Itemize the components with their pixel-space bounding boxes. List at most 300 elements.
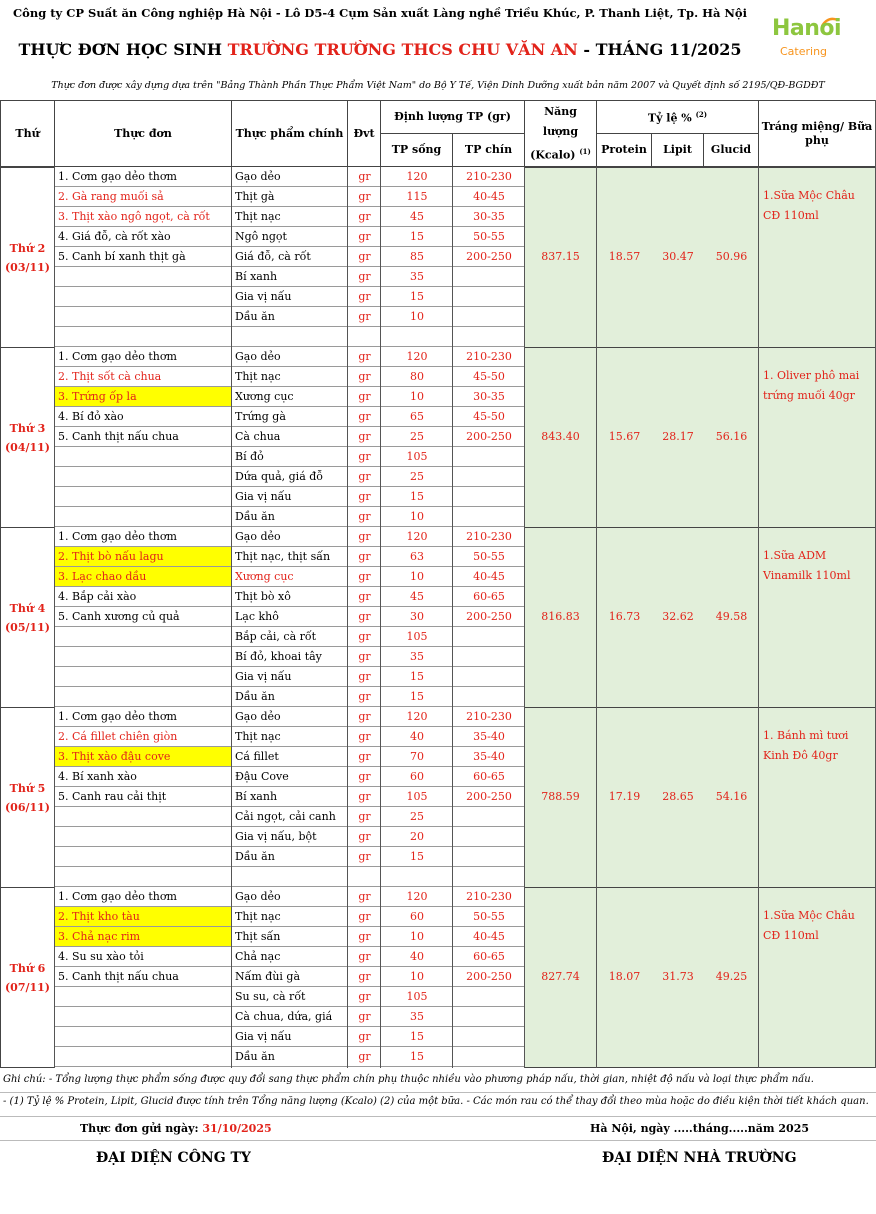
unit: gr [348,627,381,647]
ingredient: Dầu ăn [232,847,348,867]
raw-quantity: 30 [381,607,453,627]
menu-basis: Thực đơn được xây dựng dựa trên "Bảng Thành Phần Thực Phẩm Việt Nam" do Bộ Y Tế, Viện Dinh Dưỡng xuất bản năm 2007 và Quyết định số 2195/QĐ-BGDĐT [51,80,825,91]
menu-dish: 5. Canh thịt nấu chua [55,427,232,447]
menu-dish: 4. Bí xanh xào [55,767,232,787]
unit: gr [348,947,381,967]
col-header-ingredient: Thực phẩm chính [231,100,348,167]
menu-dish: 1. Cơm gạo dẻo thơm [55,707,232,727]
cooked-quantity [453,327,525,347]
cooked-quantity [453,267,525,287]
raw-quantity: 25 [381,427,453,447]
column-divider [347,167,348,1068]
col-header-lipit: Lipit [651,133,704,167]
sent-date: 31/10/2025 [202,1122,272,1135]
protein-value: 16.73 [608,610,641,623]
day-cell [0,167,55,348]
ingredient: Gạo dẻo [232,347,348,367]
ingredient: Dầu ăn [232,507,348,527]
menu-dish: 3. Thịt xào ngô ngọt, cà rốt [55,207,232,227]
unit: gr [348,1027,381,1047]
raw-quantity: 10 [381,507,453,527]
unit: gr [348,587,381,607]
raw-quantity: 120 [381,887,453,907]
cooked-quantity: 200-250 [453,427,525,447]
cooked-quantity: 45-50 [453,367,525,387]
menu-dish: 5. Canh bí xanh thịt gà [55,247,232,267]
unit: gr [348,367,381,387]
raw-quantity: 105 [381,987,453,1007]
raw-quantity: 120 [381,527,453,547]
col-header-ratio [596,100,759,134]
ingredient: Cải ngọt, cải canh [232,807,348,827]
ingredient: Trứng gà [232,407,348,427]
sent-label: Thực đơn gửi ngày: [80,1122,199,1135]
energy-value: 827.74 [541,970,580,983]
column-divider [380,167,381,1068]
day-date: (07/11) [4,980,51,994]
col-header-menu: Thực đơn [54,100,232,167]
col-header-cooked: TP chín [452,133,525,167]
ingredient: Dầu ăn [232,687,348,707]
ingredient: Thịt nạc [232,727,348,747]
unit: gr [348,687,381,707]
ingredient: Xương cục [232,387,348,407]
raw-quantity: 15 [381,847,453,867]
column-divider [596,167,597,1068]
day-date: (06/11) [4,800,51,814]
energy-value: 816.83 [541,610,580,623]
unit: gr [348,767,381,787]
unit: gr [348,967,381,987]
raw-quantity: 35 [381,647,453,667]
glucid-value: 54.16 [715,790,748,803]
cooked-quantity [453,687,525,707]
protein-value: 15.67 [608,430,641,443]
ingredient: Gia vị nấu [232,667,348,687]
raw-quantity: 35 [381,1007,453,1027]
cooked-quantity: 200-250 [453,967,525,987]
col-header-quantity: Định lượng TP (gr) [380,100,525,134]
unit [348,867,381,887]
raw-quantity: 10 [381,927,453,947]
day-name: Thứ 3 [9,421,46,435]
glucid-value: 56.16 [715,430,748,443]
menu-dish: 1. Cơm gạo dẻo thơm [55,167,232,187]
raw-quantity: 120 [381,707,453,727]
cooked-quantity: 210-230 [453,347,525,367]
lipit-value: 28.17 [662,430,694,443]
cooked-quantity [453,447,525,467]
cooked-quantity: 30-35 [453,387,525,407]
unit: gr [348,447,381,467]
protein-value: 18.07 [608,970,641,983]
rule-3 [0,1140,876,1141]
ingredient: Gia vị nấu, bột [232,827,348,847]
raw-quantity: 15 [381,1027,453,1047]
lipit-value: 30.47 [662,250,694,263]
ingredient: Thịt gà [232,187,348,207]
unit: gr [348,567,381,587]
raw-quantity: 15 [381,1047,453,1067]
cooked-quantity: 30-35 [453,207,525,227]
col-header-unit: Đvt [347,100,381,167]
ingredient: Thịt sấn [232,927,348,947]
ingredient: Bắp cải, cà rốt [232,627,348,647]
logo-sub: Catering [780,45,828,58]
raw-quantity: 105 [381,447,453,467]
unit: gr [348,787,381,807]
unit: gr [348,527,381,547]
raw-quantity: 120 [381,167,453,187]
logo-word: Hanoi [772,16,842,41]
page-title [0,38,760,62]
raw-quantity: 15 [381,687,453,707]
unit: gr [348,547,381,567]
unit: gr [348,807,381,827]
raw-quantity: 10 [381,307,453,327]
ingredient: Cà chua [232,427,348,447]
raw-quantity: 10 [381,967,453,987]
menu-dish: 5. Canh thịt nấu chua [55,967,232,987]
raw-quantity: 60 [381,907,453,927]
raw-quantity: 105 [381,787,453,807]
ingredient: Thịt nạc [232,207,348,227]
ingredient: Gạo dẻo [232,527,348,547]
column-divider [651,167,652,1068]
menu-dish: 1. Cơm gạo dẻo thơm [55,527,232,547]
raw-quantity: 25 [381,807,453,827]
raw-quantity: 15 [381,227,453,247]
day-cell [0,887,55,1068]
cooked-quantity: 40-45 [453,567,525,587]
raw-quantity: 20 [381,827,453,847]
day-name: Thứ 2 [9,241,46,255]
title-school: TRƯỜNG TRƯỜNG THCS CHU VĂN AN [227,40,578,59]
cooked-quantity: 40-45 [453,927,525,947]
unit: gr [348,647,381,667]
glucid-value: 49.58 [715,610,748,623]
raw-quantity: 45 [381,207,453,227]
cooked-quantity: 210-230 [453,887,525,907]
raw-quantity: 60 [381,767,453,787]
note-1: Ghi chú: - Tổng lượng thực phẩm sống được quy đổi sang thực phẩm chín phụ thuộc nhiều vào phương pháp nấu, thời gian, nhiệt độ nấu và loại thực phẩm nấu. [3,1074,814,1085]
company-rep: ĐẠI DIỆN CÔNG TY [96,1150,251,1166]
unit: gr [348,427,381,447]
cooked-quantity: 200-250 [453,787,525,807]
unit: gr [348,907,381,927]
unit [348,327,381,347]
raw-quantity: 40 [381,947,453,967]
cooked-quantity [453,667,525,687]
ingredient: Gạo dẻo [232,167,348,187]
company-line: Công ty CP Suất ăn Công nghiệp Hà Nội - Lô D5-4 Cụm Sản xuất Làng nghề Triều Khúc, P. Thanh Liệt, Tp. Hà Nội [13,6,747,20]
menu-dish: 1. Cơm gạo dẻo thơm [55,887,232,907]
cooked-quantity: 60-65 [453,767,525,787]
menu-dish: 3. Chả nạc rim [55,927,232,947]
raw-quantity: 115 [381,187,453,207]
day-name: Thứ 4 [9,601,46,615]
ingredient: Cà chua, dứa, giá [232,1007,348,1027]
unit: gr [348,227,381,247]
ingredient [232,867,348,887]
day-name: Thứ 6 [9,961,46,975]
ingredient: Gia vị nấu [232,1027,348,1047]
lipit-value: 31.73 [662,970,694,983]
unit: gr [348,727,381,747]
ingredient: Su su, cà rốt [232,987,348,1007]
raw-quantity: 15 [381,487,453,507]
ingredient: Lạc khô [232,607,348,627]
menu-dish: 1. Cơm gạo dẻo thơm [55,347,232,367]
cooked-quantity [453,1007,525,1027]
menu-dish: 4. Giá đỗ, cà rốt xào [55,227,232,247]
day-date: (05/11) [4,620,51,634]
unit: gr [348,247,381,267]
ingredient: Bí đỏ, khoai tây [232,647,348,667]
menu-dish [55,447,232,467]
cooked-quantity [453,1027,525,1047]
dessert: 1.Sữa Mộc Châu CĐ 110ml [763,189,855,222]
ingredient: Đậu Cove [232,767,348,787]
unit: gr [348,927,381,947]
menu-dish: 3. Trứng ốp la [55,387,232,407]
unit: gr [348,887,381,907]
menu-dish [55,1027,232,1047]
glucid-value: 49.25 [715,970,748,983]
menu-dish: 5. Canh rau cải thịt [55,787,232,807]
ingredient: Bí xanh [232,787,348,807]
raw-quantity: 120 [381,347,453,367]
cooked-quantity: 200-250 [453,607,525,627]
lipit-value: 32.62 [662,610,694,623]
menu-dish [55,307,232,327]
menu-dish [55,467,232,487]
menu-dish: 2. Thịt bò nấu lagu [55,547,232,567]
ingredient: Gia vị nấu [232,287,348,307]
ingredient: Thịt nạc, thịt sấn [232,547,348,567]
glucid-value: 50.96 [715,250,748,263]
unit: gr [348,847,381,867]
cooked-quantity [453,847,525,867]
ingredient: Bí đỏ [232,447,348,467]
menu-dish [55,507,232,527]
menu-dish [55,287,232,307]
cooked-quantity [453,507,525,527]
day-cell [0,347,55,528]
cooked-quantity: 60-65 [453,947,525,967]
unit: gr [348,747,381,767]
cooked-quantity [453,1047,525,1067]
ingredient: Chả nạc [232,947,348,967]
menu-dish [55,827,232,847]
raw-quantity [381,867,453,887]
unit: gr [348,987,381,1007]
raw-quantity: 105 [381,627,453,647]
ingredient: Ngô ngọt [232,227,348,247]
unit: gr [348,267,381,287]
menu-dish [55,867,232,887]
dessert: 1. Bánh mì tươi Kinh Đô 40gr [763,729,849,762]
menu-dish [55,487,232,507]
raw-quantity: 63 [381,547,453,567]
energy-value: 843.40 [541,430,580,443]
col-header-day: Thứ [0,100,55,167]
ingredient [232,327,348,347]
ratio-header-label: Tỷ lệ % [647,111,692,125]
cooked-quantity: 35-40 [453,747,525,767]
menu-dish: 5. Canh xương củ quả [55,607,232,627]
cooked-quantity: 40-45 [453,187,525,207]
unit: gr [348,167,381,187]
ratio-header-sup: (2) [695,110,708,120]
dessert: 1. Oliver phô mai trứng muối 40gr [763,369,860,402]
raw-quantity: 85 [381,247,453,267]
ingredient: Cá fillet [232,747,348,767]
cooked-quantity: 60-65 [453,587,525,607]
raw-quantity: 15 [381,287,453,307]
unit: gr [348,407,381,427]
ingredient: Xương cục [232,567,348,587]
unit: gr [348,207,381,227]
cooked-quantity: 45-50 [453,407,525,427]
unit: gr [348,467,381,487]
column-divider [231,167,232,1068]
raw-quantity: 10 [381,387,453,407]
cooked-quantity: 200-250 [453,247,525,267]
raw-quantity: 25 [381,467,453,487]
unit: gr [348,1007,381,1027]
col-header-dessert: Tráng miệng/ Bữa phụ [758,100,876,167]
cooked-quantity: 35-40 [453,727,525,747]
school-rep: ĐẠI DIỆN NHÀ TRƯỜNG [602,1150,797,1166]
raw-quantity: 40 [381,727,453,747]
menu-dish: 3. Thịt xào đậu cove [55,747,232,767]
ingredient: Nấm đùi gà [232,967,348,987]
col-header-energy [524,100,597,167]
raw-quantity: 80 [381,367,453,387]
company-logo [768,12,852,66]
dessert: 1.Sữa Mộc Châu CĐ 110ml [763,909,855,942]
title-prefix: THỰC ĐƠN HỌC SINH [18,40,222,59]
day-name: Thứ 5 [9,781,46,795]
energy-value: 837.15 [541,250,580,263]
ingredient: Dầu ăn [232,1047,348,1067]
day-cell [0,527,55,708]
menu-dish: 3. Lạc chao dầu [55,567,232,587]
column-divider [54,167,55,1068]
column-divider [524,167,525,1068]
cooked-quantity: 50-55 [453,547,525,567]
cooked-quantity [453,647,525,667]
ingredient: Dầu ăn [232,307,348,327]
cooked-quantity [453,867,525,887]
energy-value: 788.59 [541,790,580,803]
energy-header-sup: (1) [579,146,591,156]
unit: gr [348,707,381,727]
menu-dish [55,647,232,667]
raw-quantity: 35 [381,267,453,287]
menu-dish: 2. Gà rang muối sả [55,187,232,207]
menu-dish: 2. Cá fillet chiên giòn [55,727,232,747]
cooked-quantity [453,487,525,507]
cooked-quantity [453,827,525,847]
cooked-quantity [453,287,525,307]
menu-dish [55,627,232,647]
raw-quantity: 65 [381,407,453,427]
col-header-raw: TP sống [380,133,453,167]
ingredient: Thịt nạc [232,907,348,927]
ingredient: Bí xanh [232,267,348,287]
menu-dish [55,687,232,707]
day-cell [0,707,55,888]
menu-dish: 4. Bí đỏ xào [55,407,232,427]
energy-header-label: Năng lượng (Kcalo) [530,104,579,162]
cooked-quantity: 210-230 [453,707,525,727]
cooked-quantity [453,627,525,647]
col-header-protein: Protein [596,133,652,167]
col-header-glucid: Glucid [703,133,759,167]
place-date: Hà Nội, ngày .....tháng.....năm 2025 [590,1122,810,1135]
cooked-quantity: 50-55 [453,907,525,927]
ingredient: Gia vị nấu [232,487,348,507]
raw-quantity [381,327,453,347]
day-date: (04/11) [4,440,51,454]
menu-dish [55,267,232,287]
unit: gr [348,507,381,527]
cooked-quantity [453,987,525,1007]
menu-dish [55,987,232,1007]
sent-date-line [80,1120,272,1138]
column-divider [452,167,453,1068]
unit: gr [348,307,381,327]
menu-dish [55,807,232,827]
dessert: 1.Sữa ADM Vinamilk 110ml [763,549,851,582]
protein-value: 17.19 [608,790,641,803]
cooked-quantity: 210-230 [453,527,525,547]
unit: gr [348,667,381,687]
column-divider [758,167,759,1068]
rule-2 [0,1116,876,1117]
column-divider [703,167,704,1068]
unit: gr [348,187,381,207]
menu-dish [55,327,232,347]
cooked-quantity [453,307,525,327]
rule-1 [0,1092,876,1093]
menu-dish [55,1007,232,1027]
unit: gr [348,347,381,367]
ingredient: Gạo dẻo [232,887,348,907]
raw-quantity: 15 [381,667,453,687]
menu-dish [55,1047,232,1067]
unit: gr [348,387,381,407]
cooked-quantity: 50-55 [453,227,525,247]
cooked-quantity: 210-230 [453,167,525,187]
title-suffix: - THÁNG 11/2025 [583,40,742,59]
protein-value: 18.57 [608,250,641,263]
menu-dish: 2. Thịt sốt cà chua [55,367,232,387]
unit: gr [348,1047,381,1067]
lipit-value: 28.65 [662,790,694,803]
raw-quantity: 70 [381,747,453,767]
menu-dish: 4. Bắp cải xào [55,587,232,607]
note-2: - (1) Tỷ lệ % Protein, Lipit, Glucid được tính trên Tổng năng lượng (Kcalo) (2) của một bữa. - Các món rau có thể thay đổi theo mùa hoặc do điều kiện thời tiết khách quan. [3,1096,869,1107]
ingredient: Thịt bò xô [232,587,348,607]
ingredient: Gạo dẻo [232,707,348,727]
cooked-quantity [453,467,525,487]
unit: gr [348,287,381,307]
raw-quantity: 45 [381,587,453,607]
menu-dish [55,847,232,867]
